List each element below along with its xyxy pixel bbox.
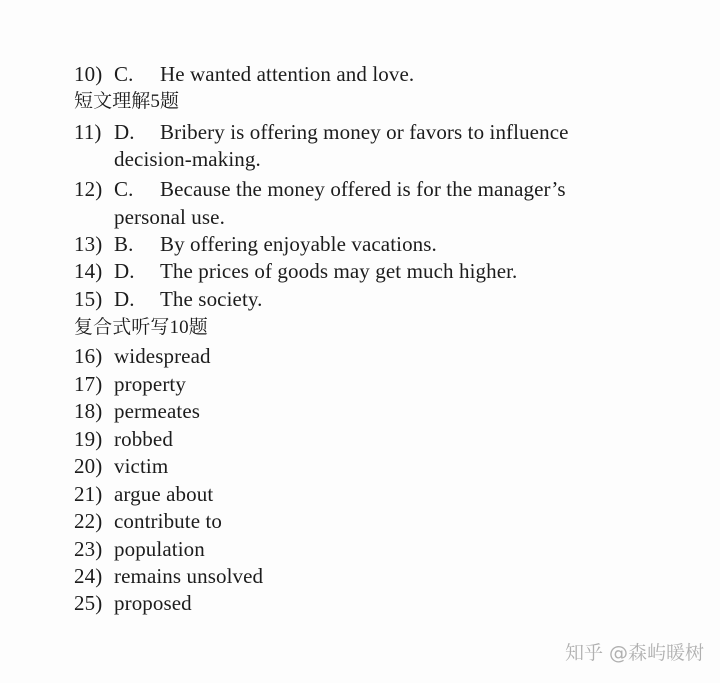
answer-text: He wanted attention and love. — [160, 62, 415, 86]
answer-20 — [74, 453, 168, 479]
question-number: 12) — [74, 177, 103, 201]
question-number: 14) — [74, 259, 103, 283]
answer-text: The prices of goods may get much higher. — [160, 259, 518, 283]
answer-text: Bribery is offering money or favors to influence — [160, 120, 569, 144]
answer-19 — [74, 426, 173, 452]
answer-22 — [74, 508, 222, 534]
answer-text: contribute to — [114, 509, 223, 533]
answer-23 — [74, 536, 205, 562]
question-number: 25) — [74, 591, 103, 615]
question-number: 23) — [74, 537, 103, 561]
answer-option: B. — [114, 232, 134, 256]
answer-option: C. — [114, 62, 134, 86]
answer-17 — [74, 371, 186, 397]
question-number: 16) — [74, 344, 103, 368]
answer-text: remains unsolved — [114, 564, 264, 588]
question-number: 15) — [74, 287, 103, 311]
question-number: 22) — [74, 509, 103, 533]
question-number: 13) — [74, 232, 103, 256]
answer-text: The society. — [160, 287, 263, 311]
question-number: 24) — [74, 564, 103, 588]
answer-text: victim — [114, 454, 169, 478]
answer-text: widespread — [114, 344, 211, 368]
question-number: 19) — [74, 427, 103, 451]
answer-11 — [74, 119, 569, 145]
answer-21 — [74, 481, 213, 507]
answer-text: By offering enjoyable vacations. — [160, 232, 437, 256]
answer-text: population — [114, 537, 205, 561]
answer-text: Because the money offered is for the manager’s — [160, 177, 566, 201]
answer-option: D. — [114, 120, 135, 144]
answer-text: proposed — [114, 591, 192, 615]
answer-12-continuation: personal use. — [114, 205, 225, 229]
answer-11-continuation: decision-making. — [114, 147, 261, 171]
section-heading-reading: 短文理解5题 — [74, 91, 180, 112]
answer-text: robbed — [114, 427, 173, 451]
answer-10 — [74, 61, 414, 87]
answer-16 — [74, 343, 211, 369]
answer-25 — [74, 590, 192, 616]
question-number: 17) — [74, 372, 103, 396]
answer-24 — [74, 563, 263, 589]
question-number: 10) — [74, 62, 103, 86]
answer-text: property — [114, 372, 186, 396]
answer-text: permeates — [114, 399, 201, 423]
question-number: 18) — [74, 399, 103, 423]
answer-18 — [74, 398, 200, 424]
answer-text: argue about — [114, 482, 214, 506]
answer-15 — [74, 286, 262, 312]
question-number: 11) — [74, 120, 102, 144]
answer-option: D. — [114, 259, 135, 283]
watermark-text: 知乎 @森屿暖树 — [564, 642, 704, 664]
question-number: 20) — [74, 454, 103, 478]
section-heading-dictation: 复合式听写10题 — [74, 317, 208, 338]
answer-13 — [74, 231, 437, 257]
answer-12 — [74, 176, 566, 202]
question-number: 21) — [74, 482, 103, 506]
answer-14 — [74, 258, 517, 284]
answer-option: D. — [114, 287, 135, 311]
answer-option: C. — [114, 177, 134, 201]
